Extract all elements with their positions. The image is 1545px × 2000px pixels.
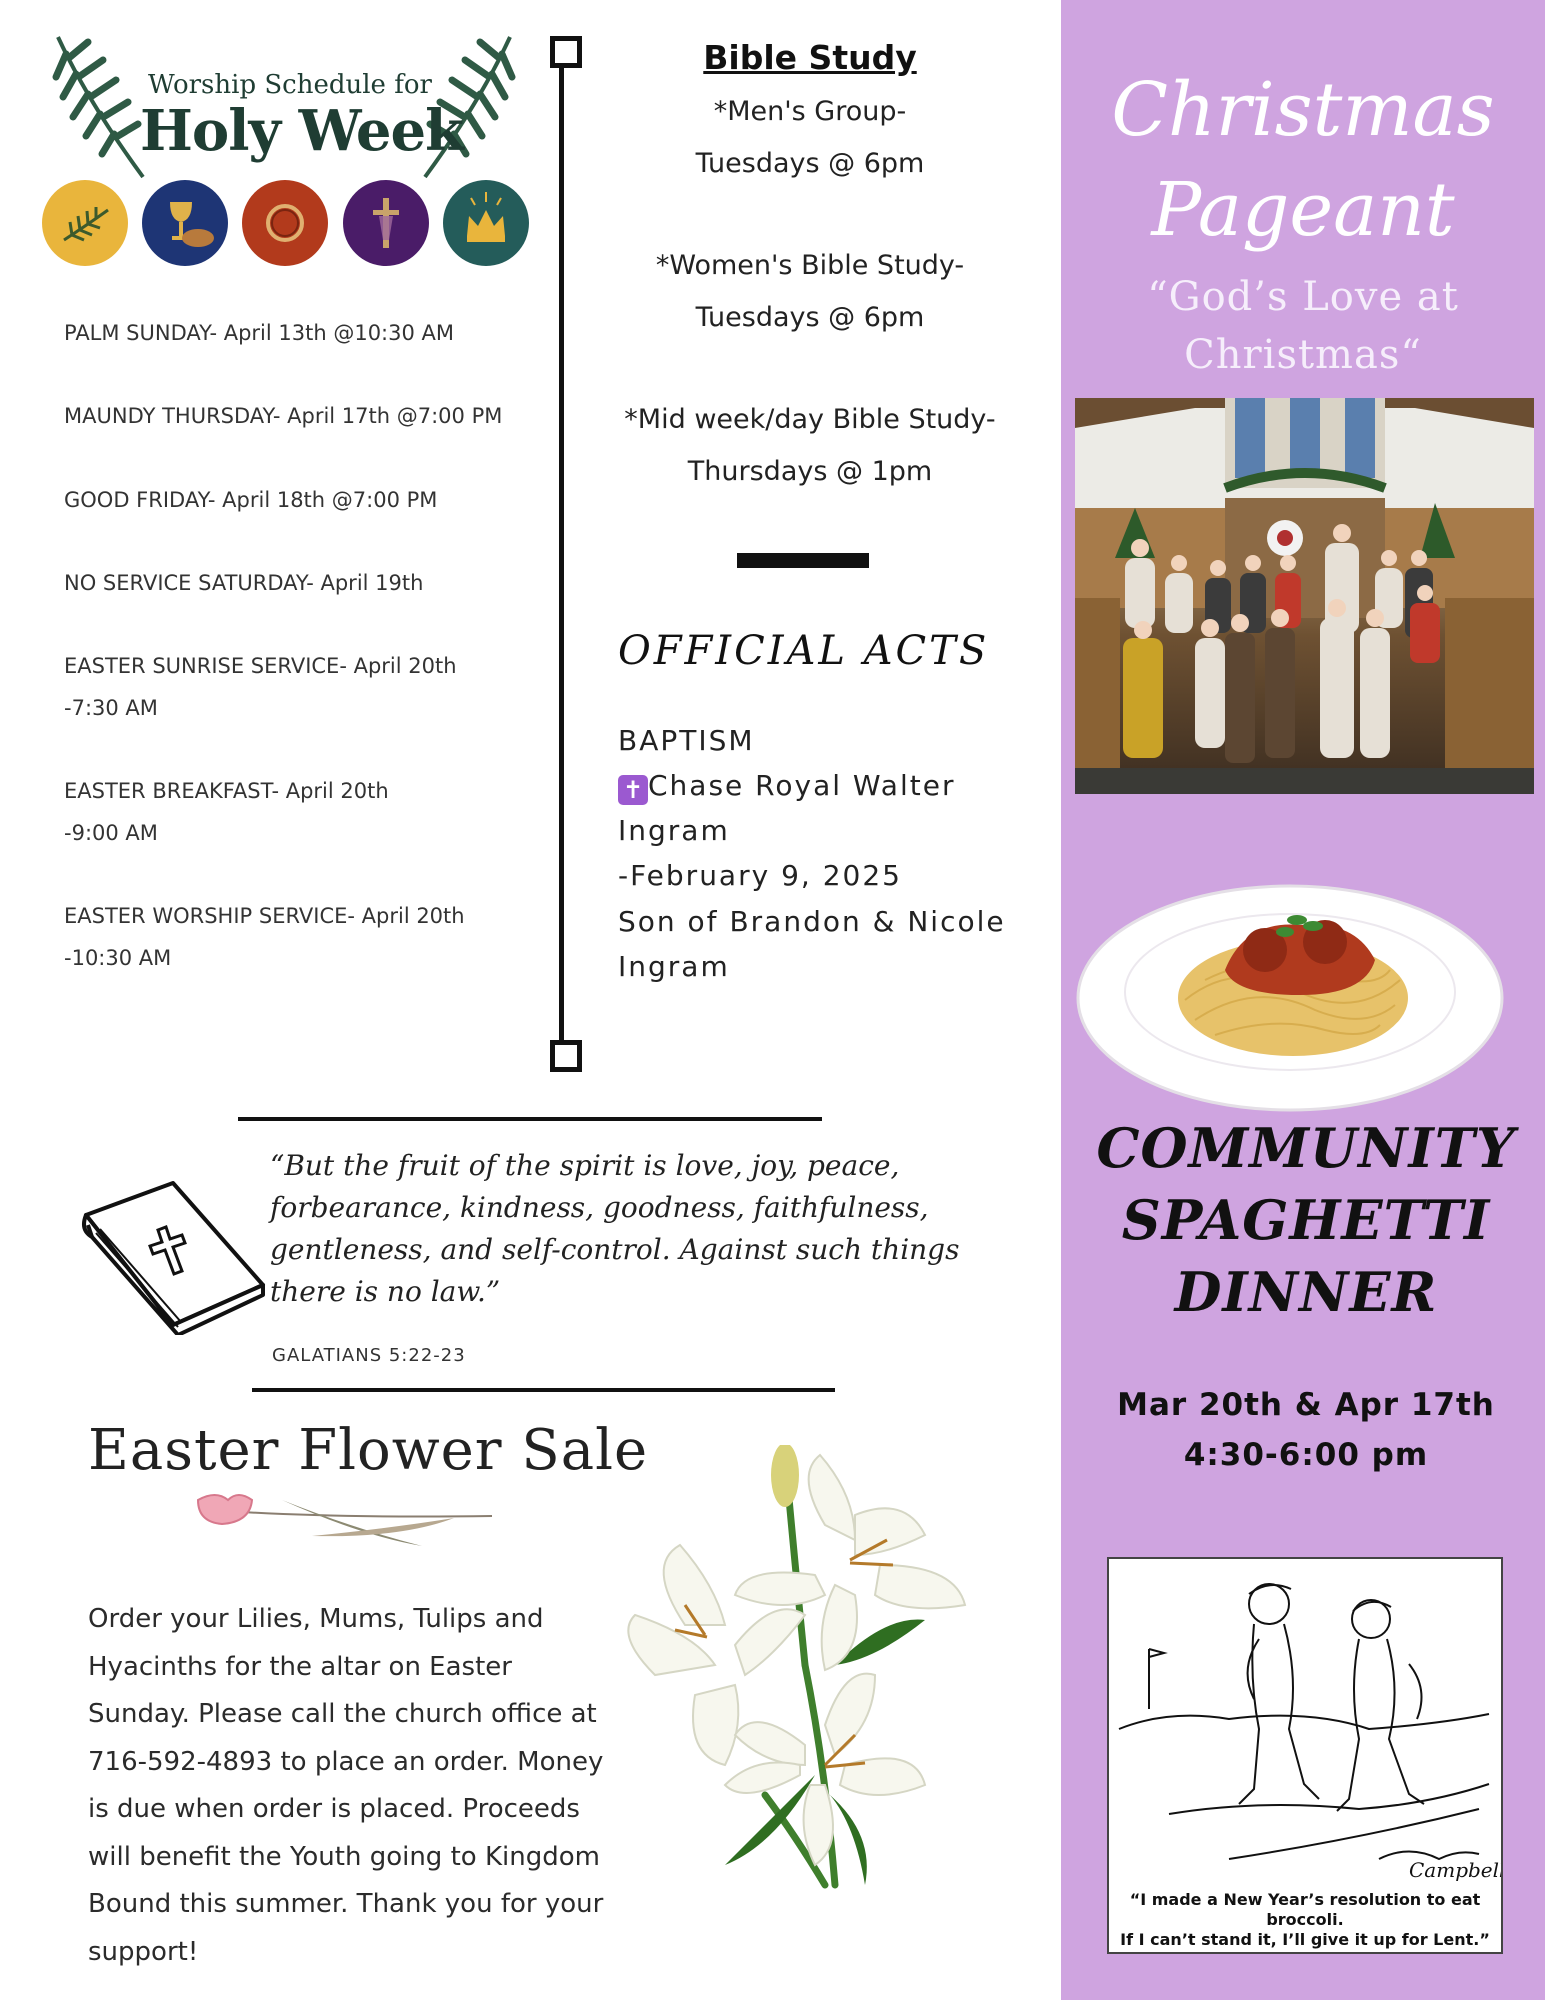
- bible-study-line: Tuesdays @ 6pm: [695, 302, 925, 333]
- flower-sale-body: Order your Lilies, Mums, Tulips and Hyacinths for the altar on Easter Sunday. Please call the church office at 716-592-4893 to place an order. Money is due when order is placed. Proceeds will benefit the Youth going to Kingdom Bound this summer. Thank you for your support!: [88, 1604, 604, 1967]
- official-acts-line: -February 9, 2025: [618, 859, 902, 892]
- schedule-easter-sunrise: EASTER SUNRISE SERVICE- April 20th -7:30 AM: [64, 654, 457, 720]
- divider-cap-bottom: [550, 1040, 582, 1072]
- official-acts-name-line: ✝ Chase Royal Walter: [618, 769, 955, 805]
- divider-cap-top: [550, 36, 582, 68]
- schedule-easter-breakfast: EASTER BREAKFAST- April 20th -9:00 AM: [64, 779, 389, 845]
- schedule-good-friday: GOOD FRIDAY- April 18th @7:00 PM: [64, 488, 438, 512]
- schedule-palm-sunday: PALM SUNDAY- April 13th @10:30 AM: [64, 321, 455, 345]
- tulip-icon: [192, 1488, 512, 1558]
- pageant-photo: [1075, 398, 1534, 794]
- cartoon-caption: “I made a New Year’s resolution to eat broccoli. If I can’t stand it, I’ll give it up for Lent.”: [1120, 1890, 1490, 1949]
- schedule-maundy-thursday: MAUNDY THURSDAY- April 17th @7:00 PM: [64, 404, 503, 428]
- bible-study-title: Bible Study: [703, 38, 917, 77]
- pageant-subtitle: “God’s Love at Christmas“: [1147, 274, 1459, 378]
- holy-week-subtitle: Worship Schedule for: [148, 70, 432, 100]
- bible-study-line: *Mid week/day Bible Study-: [624, 404, 996, 435]
- flower-sale-title: Easter Flower Sale: [88, 1418, 649, 1483]
- palm-branch-left-icon: [48, 32, 148, 182]
- bible-book-icon: [78, 1175, 268, 1335]
- schedule-no-service-saturday: NO SERVICE SATURDAY- April 19th: [64, 571, 424, 595]
- bible-verse: “But the fruit of the spirit is love, joy, peace, forbearance, kindness, goodness, faithfulness, gentleness, and self-control. Against such things there is no law.”: [270, 1149, 960, 1308]
- cartoon-signature: Campbell: [1409, 1858, 1501, 1882]
- chalice-bread-icon: [142, 180, 228, 266]
- schedule-easter-worship: EASTER WORSHIP SERVICE- April 20th -10:30 AM: [64, 904, 465, 970]
- official-acts-line: Son of Brandon & Nicole: [618, 905, 1006, 938]
- spaghetti-dinner-title: COMMUNITY SPAGHETTI DINNER: [1096, 1116, 1516, 1324]
- lily-flowers-image: [625, 1445, 985, 1895]
- cross-icon: [343, 180, 429, 266]
- spaghetti-dinner-schedule: Mar 20th & Apr 17th 4:30-6:00 pm: [1117, 1387, 1495, 1473]
- spaghetti-plate-image: [1075, 880, 1505, 1115]
- section-dash: [737, 553, 869, 568]
- verse-top-rule: [238, 1117, 822, 1121]
- pageant-title: Christmas Pageant: [1111, 67, 1495, 253]
- bible-study-line: Tuesdays @ 6pm: [695, 148, 925, 179]
- holy-week-title: Holy Week: [140, 98, 463, 164]
- vertical-divider: [559, 55, 564, 1055]
- bible-study-line: *Men's Group-: [713, 96, 907, 127]
- palm-icon: [42, 180, 128, 266]
- bible-study-line: *Women's Bible Study-: [655, 250, 965, 281]
- bible-study-line: Thursdays @ 1pm: [687, 456, 933, 487]
- crown-icon: [443, 180, 529, 266]
- verse-bottom-rule: [252, 1388, 835, 1392]
- verse-reference: GALATIANS 5:22-23: [272, 1345, 466, 1366]
- official-acts-line: Ingram: [618, 814, 730, 847]
- cross-icon: ✝: [618, 775, 648, 805]
- official-acts-title: OFFICIAL ACTS: [618, 628, 990, 674]
- official-acts-line: BAPTISM: [618, 724, 755, 757]
- crown-of-thorns-icon: [242, 180, 328, 266]
- official-acts-line: Ingram: [618, 950, 730, 983]
